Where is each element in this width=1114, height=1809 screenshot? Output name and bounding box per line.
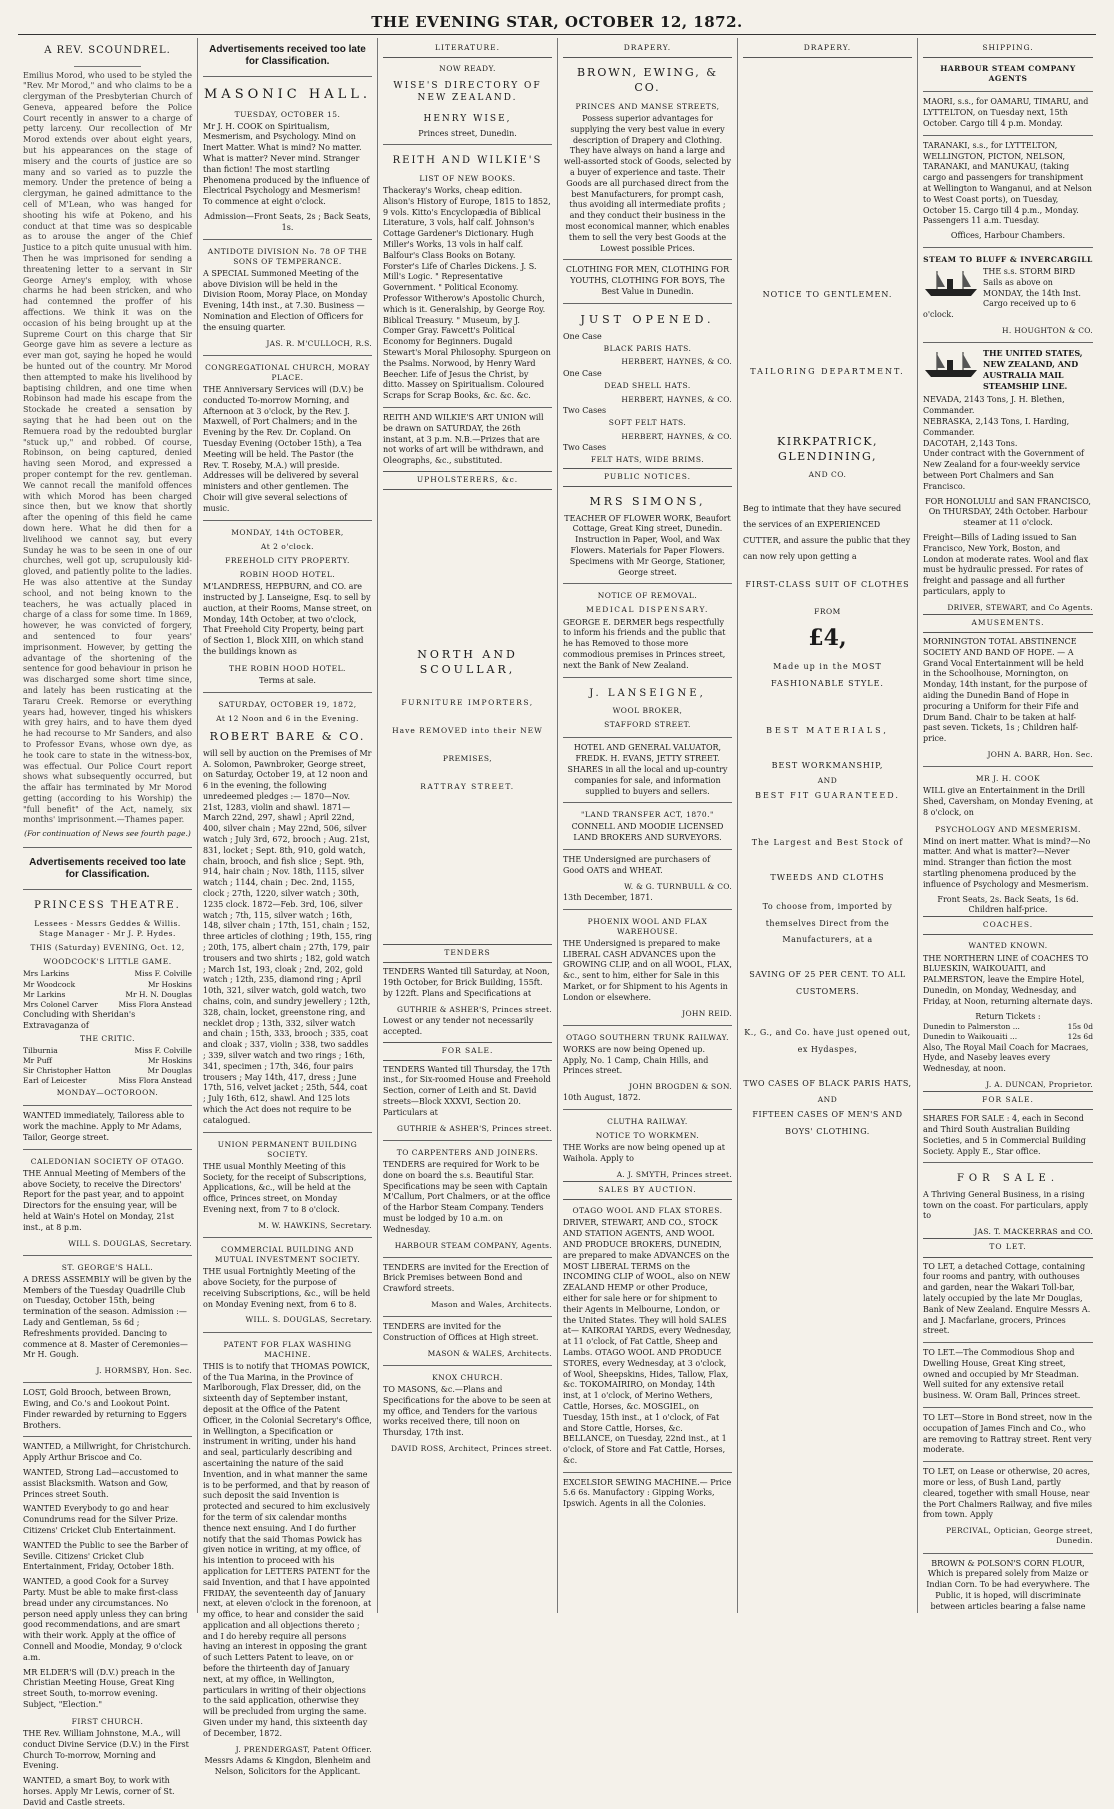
monday-title: MONDAY, 14th OCTOBER, [231,527,344,537]
rule [203,239,372,240]
north-premises: PREMISES, [442,754,493,764]
turnbull-notice: THE Undersigned are purchasers of Good OATS and WHEAT. [563,855,711,875]
signature: PERCIVAL, Optician, George street, Dunedin. [945,1526,1093,1546]
signature: A. J. SMYTH, Princes street. [616,1169,732,1179]
tweeds-cloths: TWEEDS AND CLOTHS [770,873,885,883]
freight-note: Freight—Bills of Lading issued to San Francisco, New York, Boston, and London at moderate rates. Wool and flax must be hydraulic pressed. For rates of freight and passage and all further particulars, apply to [923,532,1089,596]
theatre-play: WOODCOCK'S LITTLE GAME. [43,957,172,967]
signature: HARBOUR STEAM COMPANY, Agents. [394,1240,552,1250]
rule [383,407,552,408]
signature: JOHN A. BARR, Hon. Sec. [987,749,1093,759]
to-let-notice: TO LET, a detached Cottage, containing four rooms and pantry, with outhouses and garden, near the Wakari Toll-bar, lately occupied by the late Mr Douglas, Bank of New Zealand. Enquire Messrs A. and J. Macfarlane, grocers, Princes street. [923,1261,1091,1336]
reith-art-union: REITH AND WILKIE'S ART UNION will be drawn on SATURDAY, the 26th instant, at 3 p.m. N.B.—Prizes that are not works of art will be withdrawn, and Oleographs, &c., substituted. [383,413,544,466]
otago-railway-title: OTAGO SOUTHERN TRUNK RAILWAY. [565,1032,730,1042]
congregational-notice: THE Anniversary Services will (D.V.) be conducted To-morrow Morning, and Afternoon at 3 o'clock, by the Rev. J. Maxwell, of Port Chalmers; and in the Evening by the Rev. Dr. Copland. On Tuesday Evening (October 15th), a Tea Meeting will be held. The Pastor (the Rev. T. Roseby, M.A.) will preside. Addresses will be delivered by several ministers and other gentlemen. The Choir will give several selections of music. [203,385,364,513]
rule [923,1342,1093,1343]
royal-mail-coach: Also, The Royal Mail Coach for Macraes, Hyde, and Naseby leaves every Wednesday, at noon. [923,1042,1089,1074]
signature: J. A. DUNCAN, Proprietor. [986,1079,1093,1089]
case-quantity: One Case [563,368,602,378]
rule [923,247,1093,248]
robin-terms: Terms at sale. [259,675,316,685]
monday-show: MONDAY—OCTOROON. [56,1088,159,1098]
robin-title: ROBIN HOOD HOTEL. [239,569,336,579]
saturday-title: SATURDAY, OCTOBER 19, 1872, [218,699,357,709]
monday-time: At 2 o'clock. [260,541,315,551]
honolulu-sailing: FOR HONOLULU and SAN FRANCISCO, On THURSDAY, 24th October. Harbour steamer at 11 o'clock. [925,496,1091,528]
knox-title: KNOX CHURCH. [432,1372,503,1382]
antidote-notice: A SPECIAL Summoned Meeting of the above Division will be held in the Division Room, Moray Place, on Monday Evening, 14th inst., at 7.30. Business — Nomination and Election of Officers for the ensuing quarter. [203,268,368,332]
brown-notice: Possess superior advantages for supplying the very best value in every description of Drapery and Clothing. They have always on hand a large and well-assorted stock of Goods, selected by a buyer of experience and taste. Their Goods are all purchased direct from the best Manufacturers, for prompt cash, thus avoiding all intermediate profits ; and they conduct their business in the most economical manner, which enables them to sell the very best Goods at the Lowest possible Prices. [563,113,732,253]
fare-row: Dunedin to Waikouaiti ... 12s 6d [923,1032,1093,1042]
section-heading-literature: LITERATURE. [383,40,552,58]
tender-notice: TENDERS Wanted till Thursday, the 17th inst., for Six-roomed House and Freehold Section, corner of Leith and St. David streets—Block XXXVI, Section 20. Particulars at [383,1064,551,1117]
rule [563,1472,732,1473]
column-2 [198,38,378,1776]
congregational-title: CONGREGATIONAL CHURCH, MORAY PLACE. [205,362,370,382]
signature: DAVID ROSS, Architect, Princes street. [391,1443,552,1453]
rule [923,1407,1093,1408]
business-notice: A Thriving General Business, in a rising town on the coast. For particulars, apply to [923,1189,1089,1221]
cook-subtitle: PSYCHOLOGY AND MESMERISM. [935,824,1081,834]
late-ads-heading: Advertisements received too late for Classification. [209,44,366,67]
wanted-ad: WANTED, a good Cook for a Survey Party. Must be able to make first-class bread under any circumstances. No person need apply unless they can bring good recommendations, and are smart with their work. Apply at the office of Connell and Moodie, Monday, 9 o'clock a.m. [23,1577,188,1662]
reith-book-list: Thackeray's Works, cheap edition. Alison's History of Europe, 1815 to 1852, 9 vols. Kitto's Encyclopædia of Biblical Literature, 3 vols, half calf. Johnson's Cottage Gardener's Dictionary. Hugh Miller's Works, 13 vols in half calf. Balfour's Class Books on Botany. Forster's Life of Charles Dickens. J. S. Mill's Logic. " Representative Government. " Political Economy. Professor Witherow's Apostolic Church, which is it. Generalship, by George Roy. Biblical Treasury. " Museum, by J. Comper Gray. Fawcett's Political Economy for Beginners. Dugald Stewart's Moral Philosophy. Spurgeon on the Psalms. Norwood, by Henry Ward Beecher. Life of Jesus the Christ, by ditto. Massey on Spiritualism. Coloured Scraps for Scrap Books, &c. &c. &c. [383,186,551,401]
signature: DRIVER, STEWART, and Co Agents. [947,602,1093,612]
best-workmanship: BEST WORKMANSHIP, [771,760,884,770]
rule [563,259,732,260]
kg-note: K., G., and Co. have just opened out, ex Hydaspes, [744,1027,911,1054]
tailoring-department: TAILORING DEPARTMENT. [750,366,905,376]
rule [563,802,732,803]
signature: J. PRENDERGAST, Patent Officer. [235,1744,372,1754]
rule [383,1316,552,1317]
land-act-title: "LAND TRANSFER ACT, 1870." [580,810,715,820]
rule [563,303,732,304]
wise-directory: WISE'S DIRECTORY OF NEW ZEALAND. [393,81,542,104]
caledonian-notice: THE Annual Meeting of Members of the above Society, to receive the Directors' Report for the past year, and to appoint Directors for the ensuing year, will be held at Wain's Hotel on Monday, 21st inst., at 8 p.m. [23,1168,186,1232]
maori-sailing: MAORI, s.s., for OAMARU, TIMARU, and LYTTELTON, on Tuesday next, 15th October. Cargo till 4 p.m. Monday. [923,97,1089,128]
contract-note: Under contract with the Government of New Zealand for a four-weekly service between Port Chalmers and San Francisco. [923,449,1085,491]
theatre-lessees: Lessees - Messrs Geddes & Willis. Stage Manager - Mr J. P. Hydes. [34,918,181,939]
phoenix-notice: THE Undersigned is prepared to make LIBERAL CASH ADVANCES upon the GROWING CLIP, and on all WOOL, FLAX, &c., sent to him, either for Sale in this Market, or for Shipment to his Agents in London or elsewhere. [563,938,732,1002]
clutha-title: CLUTHA RAILWAY. [607,1117,688,1127]
masonic-admission: Admission—Front Seats, 2s ; Back Seats, 1s. [204,212,371,232]
brown-title: BROWN, EWING, & CO. [576,66,719,94]
cast-row: Earl of Leicester Miss Flora Anstead [23,1076,192,1085]
rule [23,1436,192,1437]
rule [203,76,372,77]
and-label: AND [817,1095,838,1105]
reith-subtitle: LIST OF NEW BOOKS. [419,173,516,183]
column-5 [738,38,918,1613]
freehold-title: FREEHOLD CITY PROPERTY. [225,555,350,565]
rule [74,66,142,67]
rule [23,1255,192,1256]
cook-seats: Front Seats, 2s. Back Seats, 1s 6d. Children half-price. [937,894,1079,915]
george-hall-notice: A DRESS ASSEMBLY will be given by the Members of the Tuesday Quadrille Club on Tuesday, October 15th, being termination of the season. Admission :—Lady and Gentleman, 5s 6d ; Refreshments provided. Dancing to commence at 8. Master of Ceremonies—Mr H. Gough. [23,1274,192,1360]
antidote-title: ANTIDOTE DIVISION No. 78 OF THE SONS OF TEMPERANCE. [207,246,368,266]
rule [923,1553,1093,1554]
to-let-notice: TO LET, on Lease or otherwise, 20 acres, more or less, of Bush Land, partly cleared, together with small House, near the Port Chalmers Railway, and five miles from town. Apply [923,1467,1093,1520]
commercial-notice: THE usual Fortnightly Meeting of the above Society, for the purpose of receiving Subscriptions, &c., will be held on Monday Evening next, from 6 to 8. [203,1267,371,1309]
signature: HERBERT, HAYNES, & CO. [621,394,732,404]
rule [203,692,372,693]
medical-title: MEDICAL DISPENSARY. [586,605,709,615]
theatre-title: PRINCESS THEATRE. [34,900,181,912]
rule [203,1237,372,1238]
wise-address: Princes street, Dunedin. [418,128,517,138]
rule [923,91,1093,92]
turnbull-date: 13th December, 1871. [563,892,653,902]
rule [563,909,732,910]
critic-title: THE CRITIC. [79,1033,136,1043]
notice-to-gentlemen: NOTICE TO GENTLEMEN. [762,290,893,300]
case-quantity: Two Cases [563,405,607,415]
rule [383,1140,552,1141]
lost-notice: LOST, Gold Brooch, between Brown, Ewing, and Co.'s and Lookout Point. Finder rewarded by returning to Eggers Brothers. [23,1388,187,1430]
section-heading-drapery: DRAPERY. [563,40,732,58]
rule [923,135,1093,136]
return-tickets: Return Tickets : [975,1011,1041,1021]
robin-notice: M'LANDRESS, HEPBURN, and CO. are instructed by J. Lanseigne, Esq. to sell by auction, at their Rooms, Manse street, on Monday, 14th October, at two o'clock, That Freehold City Property, being part of Section 1, Block XIII, on which stand the buildings known as [203,582,372,656]
masonic-title: MASONIC HALL. [204,87,371,102]
now-ready: NOW READY. [439,64,496,74]
kirkpatrick-title: KIRKPATRICK, GLENDINING, [777,434,878,463]
fare-row: Dunedin to Palmerston ... 15s 0d [923,1022,1093,1032]
tender-notice: TENDERS are invited for the Erection of Brick Premises between Bond and Crawford streets. [383,1262,549,1294]
masthead-title: THE EVENING STAR, OCTOBER 12, 1872. [371,13,743,31]
case-item: DEAD SHELL HATS. [604,381,691,391]
wanted-ad: WANTED, a smart Boy, to work with horses. Apply Mr Lewis, corner of St. David and Castle streets. [23,1776,175,1807]
from-label: FROM [814,607,841,617]
union-title: UNION PERMANENT BUILDING SOCIETY. [217,1139,358,1159]
coaches-notice: THE NORTHERN LINE of COACHES TO BLUESKIN, WAIKOUAITI, and PALMERSTON, leave the Empire Hotel, Dunedin, on Monday, Wednesday, and Friday, at Noon, returning alternate days. [923,953,1093,1006]
wanted-ad: WANTED immediately, Tailoress able to work the machine. Apply to Mr Adams, Tailor, George street. [23,1111,185,1142]
column-1 [18,38,198,1807]
masonic-date: TUESDAY, OCTOBER 15. [234,109,341,119]
clutha-notice: THE Works are now being opened up at Waihola. Apply to [563,1143,725,1164]
removal-title: NOTICE OF REMOVAL. [597,591,698,601]
north-subtitle: FURNITURE IMPORTERS, [401,697,534,707]
column-6 [918,38,1098,1613]
to-let-notice: TO LET—Store in Bond street, now in the occupation of James Finch and Co., who are removing to Rattray street. Rent very moderate. [923,1413,1092,1455]
rule [923,1461,1093,1462]
rule [383,144,552,145]
workmen-title: NOTICE TO WORKMEN. [595,1131,700,1141]
cook-notice: WILL give an Entertainment in the Drill Shed, Caversham, on Monday Evening, at 8 o'clock, on [923,786,1094,817]
tender-notice: TENDERS are invited for the Construction of Offices at High street. [383,1322,539,1342]
caledonian-title: CALEDONIAN SOCIETY OF OTAGO. [30,1156,185,1166]
section-heading-tenders: TENDERS [383,944,552,963]
column-4 [558,38,738,1613]
case-quantity: One Case [563,331,602,341]
simons-notice: TEACHER OF FLOWER WORK, Beaufort Cottage, Great King street, Dunedin. Instruction in Paper, Wool, and Wax Flowers. Materials for Paper Flowers. Specimens with Mr George, Stationer, George street. [564,513,731,577]
signature: W. & G. TURNBULL & CO. [624,881,732,891]
rule [23,1382,192,1383]
signature: JAS. R. M'CULLOCH, R.S. [266,338,372,348]
excelsior-notice: EXCELSIOR SEWING MACHINE.— Price 5.6 6s. Manufactory : Gipping Works, Ipswich. Agents in all the Colonies. [563,1477,732,1509]
rule [563,1109,732,1110]
section-heading-drapery: DRAPERY. [743,40,912,58]
north-title: NORTH AND SCOULLAR, [417,648,518,676]
north-street: RATTRAY STREET. [420,782,515,792]
wise-signature: HENRY WISE, [423,113,512,124]
for-sale-title: FOR SALE. [956,1173,1060,1185]
bare-notice: will sell by auction on the Premises of Mr A. Solomon, Pawnbroker, George street, on Saturday, October 19, at 12 noon and 6 in the evening, the following unredeemed pledges :— 1870—Nov. 21st, 1283, violin and shawl. 1871—March 22nd, 297, shawl ; April 22nd, 400, silver chain ; May 22nd, 506, silver watch ; July 3rd, 672, brooch ; Aug. 21st, 831, locket ; Sept. 8th, 910, gold watch, chain, brooch, and fish slice ; Sept. 9th, 914, hair chain ; Nov. 18th, 1115, silver watch ; 1144, chain ; Dec. 2nd, 1155, clock ; 27th, 1220, silver watch ; 30th, 1235 clock. 1872—Feb. 3rd, 106, silver watch ; 7th, 115, silver watch ; 16th, 148, silver chain ; 17th, 151, chain ; 152, three articles of clothing ; 19th, 155, ring ; 20th, 175, albert chain ; 27th, 179, pair trousers and two shirts ; 182, gold watch ; March 1st, 193, cloak ; 2nd, 202, gold watch ; 12th, 235, diamond ring ; April 10th, 321, silver watch, gold watch, two chains, coin, and sundry jewellery ; 12th, 328, chain, locket, greenstone ring, and necklet drop ; 13th, 332, silver watch and chain ; 15th, 333, brooch ; 335, coat and cloak ; 337, violin ; 338, two saddles ; 339, silver watch and two rings ; 16th, 341, specimen ; 17th, 346, four pairs trousers ; May 14th, 417, dress ; June 17th, 516, velvet jacket ; 25th, 544, coat ; July 16th, 612, shawl. And 125 lots which the Act does not require to be catalogued. [203,748,372,1125]
rule [383,1365,552,1366]
saving-note: SAVING OF 25 PER CENT. TO ALL CUSTOMERS. [749,970,906,997]
rule [383,1257,552,1258]
signature: GUTHRIE & ASHER'S, Princes street. [397,1004,552,1014]
hotel-notice: HOTEL AND GENERAL VALUATOR, FREDK. H. EVANS, JETTY STREET. SHARES in all the local and up-country companies for sale, and information supplied to buyers and sellers. [567,743,728,796]
late-ads-heading: Advertisements received too late for Classification. [29,857,186,881]
masonic-notice: Mr J. H. COOK on Spiritualism, Mesmerism, and Psychology. Mind on Inert Matter. What is mind? No matter. What is matter? Never mind. Stranger than fiction! The most startling Phenomena produced by the influence of Electrical Psychology and Mesmerism! To commence at eight o'clock. [203,121,370,207]
driver-notice: DRIVER, STEWART, AND CO., STOCK AND STATION AGENTS, AND WOOL AND PRODUCE BROKERS, DUNEDIN, are prepared to make ADVANCES on the MOST LIBERAL TERMS on the INCOMING CLIP of WOOL, also on NEW ZEALAND HEMP or other Produce, either for sale here or for shipment to their Agents in Melbourne, London, or the United States. They will hold SALES at— KAIKORAI YARDS, every Wednesday, at 11 o'clock, of Fat Cattle, Sheep and Lambs. OTAGO WOOL AND PRODUCE STORES, every Wednesday, at 3 o'clock, of Wool, Sheepskins, Hides, Tallow, Flax, &c. TOKOMAIRIRO, on Monday, 14th inst, at 1 o'clock, of Merino Wethers, Cattle, Horses, &c. MOSGIEL, on Tuesday, 15th inst., at 1 o'clock, of Fat and Store Cattle, Horses, &c. BELLANCE, on Tuesday, 22nd inst., at 1 o'clock, of Store and Fat Cattle, Horses, &c. [563,1218,732,1465]
section-heading-auction: SALES BY AUCTION. [563,1181,732,1200]
robin-name: THE ROBIN HOOD HOTEL. [229,663,346,673]
otago-railway-date: 10th August, 1872. [563,1093,641,1103]
harbour-offices: Offices, Harbour Chambers. [950,231,1066,241]
wanted-ad: WANTED Everybody to go and hear Conundrums read for the Silver Prize. Citizens' Cricket Club Entertainment. [23,1504,178,1536]
signature: JOHN BROGDEN & SON. [629,1082,732,1092]
best-materials: BEST MATERIALS, [766,725,889,735]
cast-row: Mr Woodcock Mr Hoskins [23,979,192,989]
simons-title: MRS SIMONS, [589,494,706,508]
bare-title: ROBERT BARE & CO. [209,729,366,743]
cast-row: Mrs Colonel Carver Miss Flora Anstead [23,999,192,1009]
tender-notice: TENDERS are required for Work to be done on board the s.s. Beautiful Star. Specifications may be seen with Captain M'Callum, Port Chalmers, or at the office of the Harbor Steam Company. Tenders must be lodged by 10 a.m. on Wednesday. [383,1159,551,1234]
tender-note: Lowest or any tender not necessarily accepted. [383,1015,534,1036]
two-cases-note: TWO CASES OF BLACK PARIS HATS, [743,1079,912,1089]
knox-notice: TO MASONS, &c.—Plans and Specifications for the above to be seen at my office, and Tenders for the various works received there, till noon on Thursday, 17th inst. [383,1384,551,1438]
rule [923,1162,1093,1163]
headline: A REV. SCOUNDREL. [44,45,171,56]
section-heading-for-sale: FOR SALE. [383,1042,552,1061]
rule [563,583,732,584]
taranaki-sailing: TARANAKI, s.s., for LYTTELTON, WELLINGTON, PICTON, NELSON, TARANAKI, and MANUKAU, (taking cargo and passengers for transhipment at Wellington to Wanganui, and at Nelson to West Coast ports), on Tuesday, October 15. Cargo till 4 p.m., Monday. Passengers 11 a.m. Tuesday. [923,140,1092,226]
wanted-ad: WANTED, a Millwright, for Christchurch. Apply Arthur Briscoe and Co. [23,1442,191,1463]
cast-row: Mrs Larkins Miss F. Colville [23,969,192,979]
section-heading-upholsterers: UPHOLSTERERS, &c. [383,471,552,490]
carpenters-title: TO CARPENTERS AND JOINERS. [396,1147,539,1157]
cast-row: Mr Puff Mr Hoskins [23,1055,192,1065]
rule [563,1025,732,1026]
case-item: BLACK PARIS HATS. [603,344,692,354]
section-heading-for-sale: FOR SALE. [923,1091,1093,1110]
patent-notice: THIS is to notify that THOMAS POWICK, of the Tua Marina, in the Province of Marlborough, Flax Dresser, did, on the sixteenth day of September instant, deposit at the Office of the Patent Officer, in the Colonial Secretary's Office, in Wellington, a Specification or instrument in writing, under his hand and seal, particularly describing and ascertaining the nature of the said Invention, and in what manner the same is to be performed, and that by reason of such deposit the said Invention is protected and secured to him exclusively for the term of six calendar months thence next ensuing. And I do further notify that the said Thomas Powick has given notice in writing, at my office, of his intention to proceed with his application for LETTERS PATENT for the said Invention, and that I have appointed FRIDAY, the seventeenth day of January next, at eleven o'clock in the forenoon, at my office, to hear and consider the said application and all objections thereto ; and I do hereby require all persons having an interest in opposing the grant of such Letters Patent to leave, on or before the thirteenth day of January next, at my office, in Wellington, particulars in writing of their objections to the said application, otherwise they will be precluded from urging the same. Given under my hand, this sixteenth day of December, 1872. [203,1361,372,1738]
to-let-notice: TO LET.—The Commodious Shop and Dwelling House, Great King street, owned and occupied by Mr Steadman. Well suited for any extensive retail business. W. Oram Ball, Princes street. [923,1348,1081,1401]
and-label: AND [817,776,838,786]
otago-wool-title: OTAGO WOOL AND FLAX STORES. [572,1206,723,1216]
signature: WILL S. DOUGLAS, Secretary. [68,1238,192,1248]
patent-solicitors: Messrs Adams & Kingdon, Blenheim and Nelson, Solicitors for the Applicant. [204,1755,371,1776]
fifteen-cases-note: FIFTEEN CASES OF MEN'S AND BOYS' CLOTHING. [752,1110,903,1137]
case-item: FELT HATS, WIDE BRIMS. [590,455,705,465]
steam-bluff-title: STEAM TO BLUFF & INVERCARGILL [923,254,1093,264]
section-heading-coaches: COACHES. [923,916,1093,935]
nebraska-ship: NEBRASKA, 2,143 Tons, I. Harding, Commander. [923,416,1070,437]
choose-note: To choose from, imported by themselves Direct from the Manufacturers, at a [762,901,893,945]
saturday-time: At 12 Noon and 6 in the Evening. [216,713,359,723]
reith-title: REITH AND WILKIE'S [392,155,543,167]
mail-line-title: THE UNITED STATES, NEW ZEALAND, AND AUSTRALIA MAIL STEAMSHIP LINE. [983,348,1083,391]
george-hall-title: ST. GEORGE'S HALL. [61,1262,154,1272]
section-heading-shipping: SHIPPING. [923,40,1093,58]
first-church-notice: THE Rev. William Johnstone, M.A., will conduct Divine Service (D.V.) in the First Church To-morrow, Morning and Evening. [23,1728,189,1771]
kirkpatrick-notice: Beg to intimate that they have secured the services of an EXPERIENCED CUTTER, and assure the public that they can now rely upon getting a [743,503,911,561]
patent-title: PATENT FOR FLAX WASHING MACHINE. [223,1339,352,1359]
signature: M. W. HAWKINS, Secretary. [258,1220,372,1230]
signature: MASON & WALES, Architects. [427,1348,552,1358]
dacotah-ship: DACOTAH, 2,143 Tons. [923,438,1018,448]
signature: H. HOUGHTON & CO. [1002,326,1093,336]
concluding-note: Concluding with Sheridan's Extravaganza of [23,1009,136,1030]
section-heading-to-let: TO LET. [923,1238,1093,1257]
connell-notice: CONNELL AND MOODIE LICENSED LAND BROKERS AND SURVEYORS. [571,822,724,843]
rule [203,1332,372,1333]
suit-price: £4, [808,625,847,652]
rule [23,847,192,848]
signature: GUTHRIE & ASHER'S, Princes street. [397,1123,552,1133]
section-heading-amusements: AMUSEMENTS. [923,614,1093,633]
wanted-ad: WANTED, Strong Lad—accustomed to assist Blacksmith. Watson and Gow, Princes street South. [23,1468,179,1499]
rule [923,342,1093,343]
column-3 [378,38,558,1613]
continuation-note: (For continuation of News see fourth page.) [24,829,191,839]
phoenix-title: PHOENIX WOOL AND FLAX WAREHOUSE. [587,916,708,936]
rule [203,355,372,356]
tender-notice: TENDERS Wanted till Saturday, at Noon, 19th October, for Brick Building, 155ft. by 122ft. Plans and Specifications at [383,967,550,999]
cook-body: Mind on inert matter. What is mind?—No matter. And what is matter?—Never mind. Stranger than fiction the most startling phenomena produced by the influence of Psychology and Mesmerism. [923,836,1091,889]
otago-railway-notice: WORKS are now being Opened up. Apply, No. 1 Camp, Chain Hills, and Princes street. [563,1044,709,1076]
signature: J. HORMSBY, Hon. Sec. [96,1366,192,1376]
harbour-agents-title: HARBOUR STEAM COMPANY AGENTS [940,64,1076,84]
made-up-note: Made up in the MOST FASHIONABLE STYLE. [771,662,884,688]
mornington-notice: MORNINGTON TOTAL ABSTINENCE SOCIETY AND BAND OF HOPE. — A Grand Vocal Entertainment will be held in the Schoolhouse, Mornington, on Monday, 14th instant, for the purpose of aiding the Dunedin Band of Hope in procuring a Uniform for their Fife and Drum Band. Chair to be taken at half-past seven. Tickets, 1s ; Children half-price. [923,636,1087,744]
masthead-rule [18,34,1096,35]
steamship-icon [923,269,979,299]
signature: WILL. S. DOUGLAS, Secretary. [245,1315,372,1325]
cast-row: Sir Christopher Hatton Mr Douglas [23,1065,192,1075]
storm-bird-sailing: THE s.s. STORM BIRD Sails as above on MONDAY, the 14th Inst. Cargo received up to 6 o'clock. [923,267,1081,320]
newspaper-page [18,38,1098,1807]
kirkpatrick-subtitle: AND CO. [808,470,847,480]
elders-notice: MR ELDER'S will (D.V.) preach in the Christian Meeting House, Great King street South, to-morrow evening. Subject, "Election." [23,1667,175,1710]
signature: HERBERT, HAYNES, & CO. [621,357,732,367]
cook-title: MR J. H. COOK [975,774,1041,784]
nevada-ship: NEVADA, 2143 Tons, J. H. Blethen, Commander. [923,395,1065,416]
north-body: Have REMOVED into their NEW [392,725,543,735]
dermer-notice: GEORGE E. DERMER begs respectfully to inform his friends and the public that he has Removed to those more commodious premises in Princes street, next the Bank of New Zealand. [563,617,726,670]
commercial-title: COMMERCIAL BUILDING AND MUTUAL INVESTMENT SOCIETY. [214,1244,361,1265]
suit-offer: FIRST-CLASS SUIT OF CLOTHES [745,579,910,589]
wanted-known: WANTED KNOWN. [968,941,1048,951]
rule [563,677,732,678]
lanseigne-subtitle: WOOL BROKER, [612,706,683,716]
first-church-title: FIRST CHURCH. [71,1716,144,1726]
steamship-icon [923,350,979,380]
case-quantity: Two Cases [563,442,607,452]
rule [563,849,732,850]
cast-row: Mr Larkins Mr H. N. Douglas [23,989,192,999]
signature: JOHN REID. [682,1008,732,1018]
rule [203,520,372,521]
cast-row: Tilburnia Miss F. Colville [23,1045,192,1055]
section-heading-public-notices: PUBLIC NOTICES. [563,468,732,487]
rule [23,1149,192,1150]
shares-notice: SHARES FOR SALE : 4, each in Second and Third South Australian Building Societies, and 5 in Commercial Building Society. Apply E., Star office. [923,1114,1086,1156]
rule [23,889,192,890]
theatre-evening: THIS (Saturday) EVENING, Oct. 12, [30,943,185,953]
union-notice: THE usual Monthly Meeting of this Society, for the receipt of Subscriptions, Applications, &c., will be held at the office, Princes street, on Monday Evening next, from 7 to 8 o'clock. [203,1161,367,1215]
rule [923,766,1093,767]
rule [23,1105,192,1106]
signature: JAS. T. MACKERRAS and CO. [974,1227,1093,1237]
best-fit: BEST FIT GUARANTEED. [755,791,900,801]
corn-flour-ad: BROWN & POLSON'S CORN FLOUR, Which is prepared solely from Maize or Indian Corn. To be had everywhere. The Public, it is hoped, will discriminate between articles bearing a false name [926,1558,1090,1611]
wanted-ad: WANTED the Public to see the Barber of Seville. Citizens' Cricket Club Entertainment, Friday, October 18th. [23,1540,188,1572]
just-opened-title: JUST OPENED. [580,312,715,326]
brown-subtitle: PRINCES AND MANSE STREETS, [575,101,720,111]
case-item: SOFT FELT HATS. [608,418,687,428]
signature: Mason and Wales, Architects. [431,1300,552,1310]
largest-stock: The Largest and Best Stock of [751,838,904,848]
rule [203,1132,372,1133]
news-story: Emilius Morod, who used to be styled the "Rev. Mr Morod," and who claims to be a clergyman of the Presbyterian Church of Geneva, appeared before the Police Court recently in answer to a charge of petty larceny. Our recollection of Mr Morod extends over about eight years, but his appearances on the stage of misery and the courts of justice are so many and so varied as to puzzle the memory. Under the pretence of being a clergyman, he gained admittance to the cell of M'Lean, who was hanged for shooting his wife at Pokeno, and his conduct at that time was so despicable as to arouse the anger of the Chief Justice to a pitch quite unusual with him. Then he was imprisoned for sending a threatening letter to a servant in Sir George Arney's employ, with whose charms he had been stricken, and who had contemned the proffer of his affections. We think it was on the occasion of his being brought up at the Supreme Court on this charge that Sir George gave him as severe a lecture as ever man got, saying he hoped he would be hunted out of the country. Mr Morod then attempted to make his livelihood by baptising children, and one time when Robinson had made his escape from the Stockade he created a sensation by saying that he had been out on the Remuera road by the redoubted burglar "stuck up," and robbed. Of course, Robinson, on being captured, denied having seen Morod, and expressed a proper contempt for the rev. gentleman. We cannot recall the manifold offences with which Morod has been charged since then, but we know that shortly after the opening of this field he came down here. What he did then for a livelihood we cannot say, but every Sunday he was to be seen in one of our churches, well got up, scrupulously kid-gloved, and patiently polite to the ladies. He was also attentive at the Sunday school, and not being known to the teachers, he was actually placed in charge of a class for some time. In 1869, however, he was convicted of forgery, and sentenced to four years' imprisonment. However, by getting the advantage of the shortening of the sentence for good behaviour in prison he was discharged some short time since, and lately has been rusticating at the Tararu Creek. Remorse or everything years had, however, tinged his whiskers with grey hairs, and to have them dyed he had recourse to Mr Sanders, and also to Professor Evans, whose own dye, as he took care to state in the witness-box, was effectual. Our Police Court report shows what subsequently occurred, but the affair has terminated by Mr Morod getting (according to his Worship) the "full benefit" of the Act, namely, six months' imprisonment.—Thames paper. [23,70,192,825]
signature: HERBERT, HAYNES, & CO. [621,431,732,441]
clothing-notice: CLOTHING FOR MEN, CLOTHING FOR YOUTHS, CLOTHING FOR BOYS, The Best Value in Dunedin. [565,265,730,296]
lanseigne-street: STAFFORD STREET. [604,720,691,730]
lanseigne-title: J. LANSEIGNE, [589,687,706,699]
rule [563,737,732,738]
